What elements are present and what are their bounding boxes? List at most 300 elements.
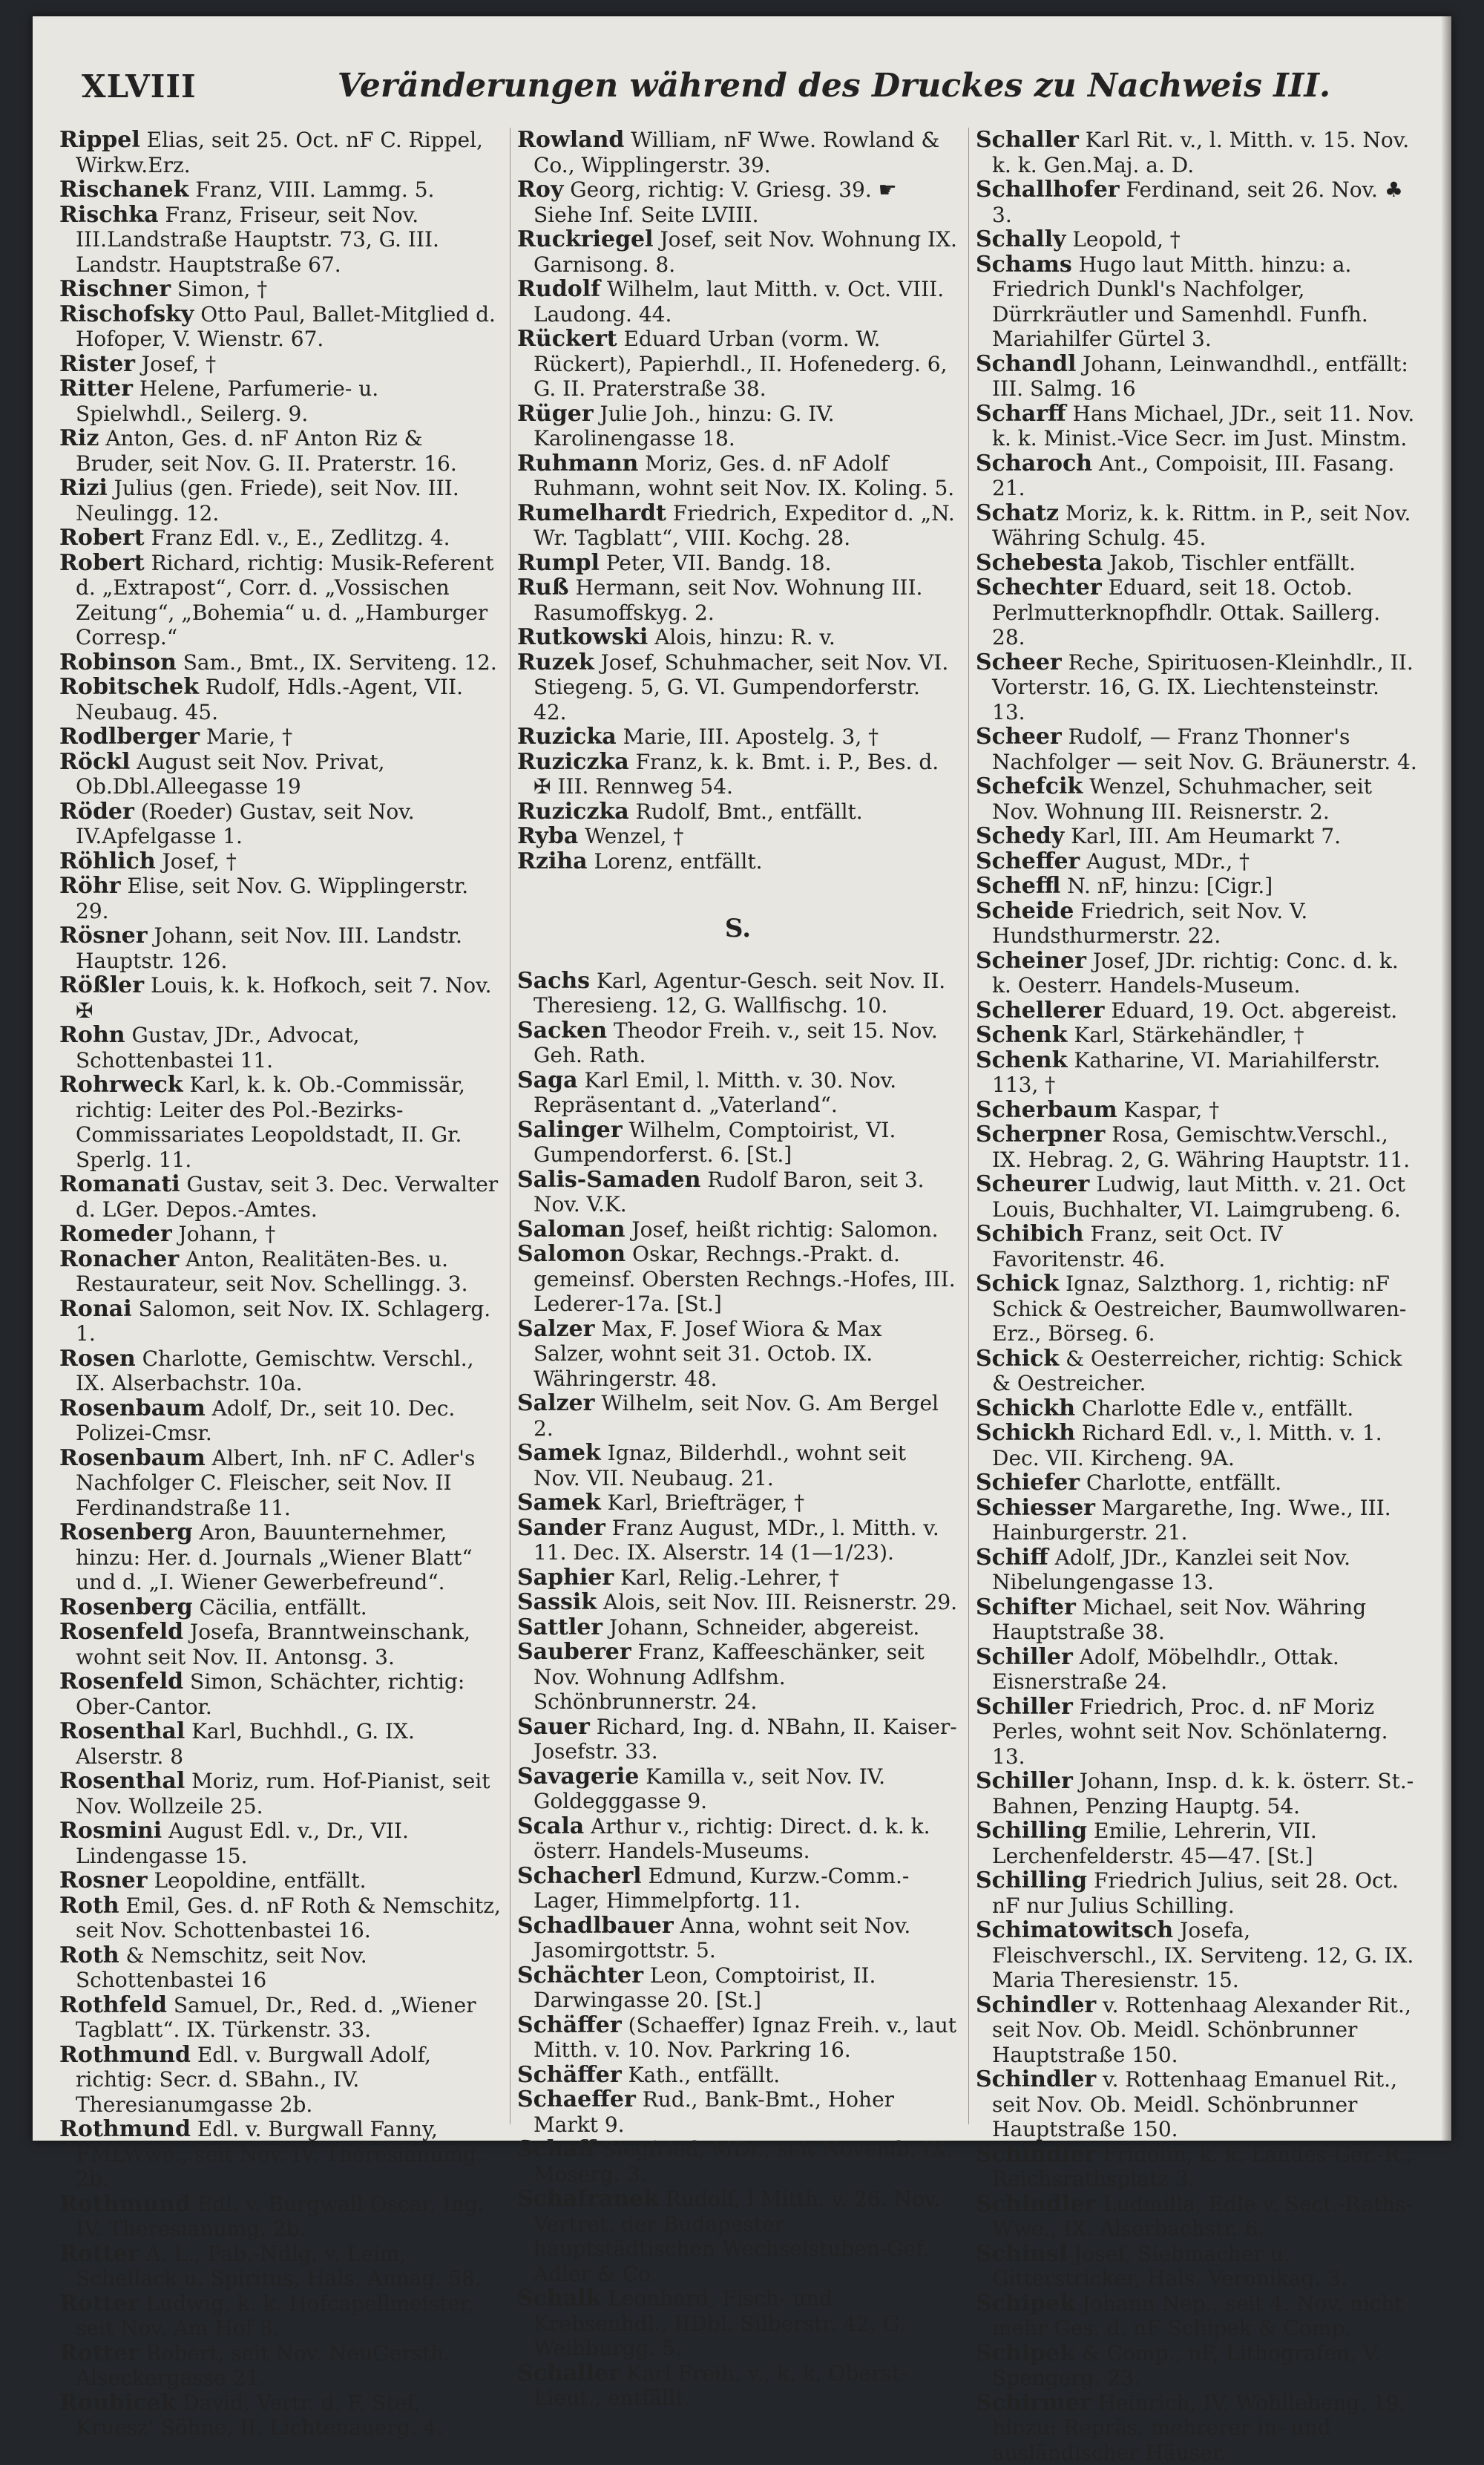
- entry-surname: Scheiner: [976, 948, 1086, 974]
- entry-surname: Schaller: [976, 127, 1079, 153]
- directory-entry: [517, 1590, 959, 1615]
- entry-surname: Schiff: [976, 1545, 1048, 1571]
- entry-surname: Salinger: [517, 1117, 623, 1143]
- entry-details: Ferdinand, seit 26. Nov. ♣ 3.: [992, 177, 1403, 227]
- entry-details: Anton, Realitäten-Bes. u. Restaurateur, seit Nov. Schellingg. 3.: [76, 1247, 467, 1297]
- directory-entry: [517, 2063, 959, 2088]
- directory-entry: [976, 849, 1417, 874]
- entry-details: Marie, III. Apostelg. 3, †: [623, 724, 879, 749]
- directory-entry: [59, 551, 501, 650]
- directory-entry: [517, 551, 959, 576]
- entry-surname: Sachs: [517, 968, 590, 994]
- entry-details: August Edl. v., Dr., VII. Lindengasse 15.: [76, 1819, 409, 1868]
- directory-entry: [976, 352, 1417, 402]
- directory-entry: [976, 1470, 1417, 1496]
- entry-surname: Rizi: [59, 475, 108, 501]
- directory-entry: [517, 1864, 959, 1914]
- directory-entry: [59, 799, 501, 849]
- entry-details: Ignaz, Salzthorg. 1, richtig: nF Schick & Oestreicher, Baumwollwaren-Erz., Börseg. 6.: [992, 1271, 1406, 1346]
- entry-surname: Robinson: [59, 649, 177, 675]
- entry-details: Cäcilia, entfällt.: [199, 1595, 367, 1620]
- entry-surname: Rosenberg: [59, 1519, 193, 1545]
- entry-surname: Rohn: [59, 1022, 125, 1048]
- column-2: [517, 128, 959, 2124]
- directory-entry: [976, 252, 1417, 352]
- entry-details: Katharine, VI. Mariahilferstr. 113, †: [992, 1048, 1380, 1098]
- directory-entry: [59, 2043, 501, 2118]
- entry-details: Franz, VIII. Lammg. 5.: [195, 177, 434, 202]
- entry-details: Adolf, JDr., Kanzlei seit Nov. Nibelungengasse 13.: [992, 1545, 1350, 1595]
- directory-entry: [59, 2117, 501, 2192]
- directory-entry: [517, 1565, 959, 1591]
- entry-surname: Schindler: [976, 2191, 1096, 2217]
- directory-entry: [976, 2242, 1417, 2291]
- entry-surname: Scheer: [976, 724, 1062, 750]
- entry-details: Max, F. Josef Wiora & Max Salzer, wohnt seit 31. Octob. IX. Währingerstr. 48.: [533, 1317, 882, 1391]
- entry-details: Richard, richtig: Musik-Referent d. „Extrapost“, Corr. d. „Vossischen Zeitung“, „Bohemia“ u. d. „Hamburger Corresp.“: [76, 551, 493, 650]
- entry-details: Josef, JDr. richtig: Conc. d. k. k. Oesterr. Handels-Museum.: [992, 949, 1399, 998]
- entry-surname: Schedy: [976, 823, 1064, 849]
- directory-entry: [59, 1446, 501, 1521]
- entry-details: Josef, †: [162, 849, 237, 874]
- directory-entry: [976, 824, 1417, 849]
- entry-surname: Röckl: [59, 749, 130, 775]
- entry-details: Arthur v., richtig: Direct. d. k. k. österr. Handels-Museums.: [533, 1814, 930, 1864]
- directory-entry: [976, 1645, 1417, 1695]
- entry-details: N. nF, hinzu: [Cigr.]: [1067, 874, 1273, 898]
- entry-details: Rudolf, l Mitth. v. 26. Nov. Vertret. der Budapester hauptstädtischen Wechselstuben-Gef. Adler & Co.: [533, 2187, 940, 2286]
- entry-details: Gustav, JDr., Advocat, Schottenbastei 11.: [76, 1023, 360, 1073]
- entry-details: Ludmilla, Edle v. Sect.-Raths-Wwe., IX. Alserbachstr. 6.: [992, 2192, 1413, 2242]
- entry-surname: Schiller: [976, 1694, 1073, 1720]
- entry-surname: Ruzek: [517, 649, 594, 675]
- directory-entry: [976, 1868, 1417, 1918]
- entry-surname: Schimatowitsch: [976, 1917, 1173, 1943]
- entry-details: Moriz, rum. Hof-Pianist, seit Nov. Wollzeile 25.: [76, 1769, 490, 1819]
- entry-surname: Robert: [59, 525, 145, 551]
- entry-surname: Schalk: [517, 2285, 601, 2311]
- directory-entry: [59, 1073, 501, 1172]
- entry-details: Kamilla v., seit Nov. IV. Goldegggasse 9.: [533, 1764, 885, 1814]
- entry-details: Simon, Schächter, richtig: Ober-Cantor.: [76, 1669, 464, 1719]
- directory-entry: [59, 2291, 501, 2341]
- directory-entry: [976, 1769, 1417, 1819]
- directory-entry: [976, 128, 1417, 177]
- directory-entry: [59, 426, 501, 476]
- entry-details: Salomon, seit Nov. IX. Schlagerg. 1.: [76, 1297, 490, 1346]
- entry-details: Johann, Insp. d. k. k. österr. St.-Bahnen, Penzing Hauptg. 54.: [992, 1769, 1414, 1819]
- entry-surname: Ritter: [59, 376, 133, 402]
- entry-surname: Schebesta: [976, 550, 1103, 576]
- entry-details: Karl Rit. v., l. Mitth. v. 15. Nov. k. k. Gen.Maj. a. D.: [992, 128, 1409, 177]
- entry-details: Hermann, seit Nov. Wohnung III. Rasumoffskyg. 2.: [533, 575, 922, 625]
- entry-surname: Saga: [517, 1067, 578, 1093]
- entry-surname: Roth: [59, 1893, 119, 1919]
- entry-surname: Salomon: [517, 1241, 626, 1267]
- entry-surname: Schickh: [976, 1420, 1075, 1446]
- directory-entry: [59, 1172, 501, 1222]
- entry-details: Karl, Buchhdl., G. IX. Alserstr. 8: [76, 1719, 415, 1769]
- entry-details: & Oesterreicher, richtig: Schick & Oestreicher.: [992, 1346, 1402, 1396]
- directory-entry: [976, 227, 1417, 252]
- directory-entry: [517, 1242, 959, 1317]
- directory-entry: [59, 1222, 501, 1247]
- directory-entry: [976, 551, 1417, 576]
- entry-surname: Schallhofer: [976, 177, 1120, 203]
- entry-surname: Rischanek: [59, 177, 188, 203]
- entry-details: Richard Edl. v., l. Mitth. v. 1. Dec. VII. Kircheng. 9A.: [992, 1421, 1382, 1470]
- directory-entry: [976, 2142, 1417, 2192]
- entry-surname: Ronai: [59, 1296, 132, 1322]
- entry-surname: Rosen: [59, 1346, 136, 1372]
- entry-details: Adolf, Dr., seit 10. Dec. Polizei-Cmsr.: [76, 1396, 455, 1446]
- directory-entry: [517, 2361, 959, 2411]
- entry-surname: Röhr: [59, 873, 121, 899]
- entry-surname: Schindler: [976, 2141, 1096, 2167]
- directory-entry: [976, 998, 1417, 1024]
- directory-entry: [517, 451, 959, 501]
- entry-details: Wilhelm, seit Nov. G. Am Bergel 2.: [533, 1391, 939, 1441]
- directory-entry: [976, 1346, 1417, 1396]
- entry-surname: Ruckriegel: [517, 226, 654, 252]
- entry-surname: Riz: [59, 425, 99, 451]
- entry-details: Simon, †: [177, 277, 267, 301]
- entry-details: Josefa, Branntweinschank, wohnt seit Nov. II. Antonsg. 3.: [76, 1620, 470, 1669]
- directory-entry: [517, 1914, 959, 1963]
- directory-entry: [517, 1490, 959, 1516]
- directory-entry: [976, 1048, 1417, 1098]
- entry-details: Georg, richtig: V. Griesg. 39. ☛ Siehe Inf. Seite LVIII.: [533, 177, 897, 227]
- entry-details: Rudolf, — Franz Thonner's Nachfolger — seit Nov. G. Bräunerstr. 4.: [992, 724, 1417, 774]
- entry-details: Kath., entfällt.: [628, 2063, 781, 2087]
- directory-entry: [976, 874, 1417, 899]
- entry-details: Charlotte Edle v., entfällt.: [1082, 1396, 1353, 1421]
- directory-entry: [59, 177, 501, 203]
- entry-details: Marie, †: [206, 724, 292, 749]
- entry-surname: Salzer: [517, 1390, 594, 1416]
- entry-details: Rudolf, Bmt., entfällt.: [636, 799, 863, 824]
- directory-entry: [517, 1715, 959, 1764]
- entry-surname: Schatz: [976, 500, 1059, 526]
- directory-entry: [59, 1719, 501, 1769]
- entry-details: Franz Edl. v., E., Zedlitzg. 4.: [151, 526, 450, 550]
- entry-surname: Ruzicka: [517, 724, 617, 750]
- entry-surname: Salzer: [517, 1316, 594, 1342]
- column-divider: [968, 128, 969, 2124]
- entry-surname: Schifter: [976, 1594, 1076, 1620]
- entry-surname: Schiller: [976, 1768, 1073, 1794]
- entry-surname: Sacken: [517, 1018, 607, 1044]
- entry-details: Karl Emil, l. Mitth. v. 30. Nov. Repräsentant d. „Vaterland“.: [533, 1068, 896, 1118]
- entry-surname: Sauer: [517, 1714, 590, 1740]
- entry-surname: Saphier: [517, 1565, 614, 1591]
- entry-details: Karl Freih. v., k. k. Oberst-Lieut., entfällt.: [533, 2361, 907, 2411]
- entry-details: Franz, k. k. Bmt. i. P., Bes. d. ✠ III. Rennweg 54.: [533, 750, 939, 799]
- entry-details: Franz, Friseur, seit Nov. III.Landstraße Hauptstr. 73, G. III. Landstr. Hauptstraße 67.: [76, 203, 439, 277]
- directory-entry: [517, 2187, 959, 2286]
- entry-surname: Saloman: [517, 1217, 626, 1243]
- entry-details: Wilhelm, laut Mitth. v. Oct. VIII. Laudong. 44.: [533, 277, 944, 327]
- directory-entry: [59, 277, 501, 302]
- directory-entry: [517, 650, 959, 725]
- directory-entry: [517, 501, 959, 551]
- directory-entry: [59, 849, 501, 874]
- entry-surname: Rotter: [59, 2241, 139, 2267]
- entry-surname: Rohrweck: [59, 1072, 183, 1098]
- directory-entry: [59, 2192, 501, 2242]
- entry-details: Josef, Siebmacher u. Gitterstricker, Hals. Veronikag. 3.: [992, 2242, 1347, 2291]
- entry-surname: Roy: [517, 177, 563, 203]
- entry-surname: Rosenbaum: [59, 1395, 206, 1421]
- entry-details: Johann Nep., seit 4. Nov. nicht mehr Ges. d. nF Schipek & Comp.: [992, 2291, 1403, 2341]
- entry-surname: Rothmund: [59, 2116, 191, 2142]
- section-heading: S.: [517, 917, 959, 942]
- entry-details: Reche, Spirituosen-Kleinhdlr., II. Vorterstr. 16, G. IX. Liechtensteinstr. 13.: [992, 650, 1414, 724]
- entry-surname: Schellerer: [976, 998, 1104, 1024]
- entry-details: Rosa, Gemischtw.Verschl., IX. Hebrag. 2, G. Währing Hauptstr. 11.: [992, 1122, 1410, 1172]
- entry-surname: Rumpl: [517, 550, 600, 576]
- entry-surname: Schacherl: [517, 1863, 642, 1889]
- entry-surname: Salis-Samaden: [517, 1167, 700, 1193]
- directory-entry: [59, 1893, 501, 1943]
- entry-details: Kaspar, †: [1124, 1098, 1220, 1122]
- entry-surname: Schick: [976, 1346, 1059, 1372]
- entry-surname: Robert: [59, 550, 145, 576]
- entry-surname: Rüger: [517, 401, 594, 427]
- entry-surname: Rutkowski: [517, 624, 648, 650]
- entry-details: Leonhard, Fisch- und Krebsenhdl., IIDbl. Silberstr. 42, G. Weihburgg. 5.: [533, 2286, 905, 2360]
- entry-details: Theodor Freih. v., seit 15. Nov. Geh. Rath.: [533, 1018, 938, 1068]
- directory-entry: [517, 1516, 959, 1565]
- directory-entry: [59, 675, 501, 724]
- page-header: [33, 16, 1451, 98]
- entry-surname: Schiller: [976, 1644, 1073, 1670]
- entry-surname: Schipek: [976, 2291, 1075, 2317]
- entry-details: Edl. v. Burgwall Adolf, richtig: Secr. d. SBahn., IV. Theresianumgasse 2b.: [76, 2043, 431, 2117]
- entry-surname: Schaller: [517, 2360, 620, 2386]
- entry-details: Hans Michael, JDr., seit 11. Nov. k. k. Minist.-Vice Secr. im Just. Minstm.: [992, 402, 1414, 451]
- directory-entry: [59, 1023, 501, 1073]
- entry-details: Leopold, †: [1072, 227, 1180, 252]
- entry-details: Anton, Ges. d. nF Anton Riz & Bruder, seit Nov. G. II. Praterstr. 16.: [76, 426, 457, 476]
- directory-entry: [517, 1168, 959, 1217]
- entry-details: August, MDr., †: [1086, 849, 1250, 874]
- entry-details: Moriz, Ges. d. nF Adolf Ruhmann, wohnt seit Nov. IX. Koling. 5.: [533, 451, 954, 501]
- entry-surname: Schandl: [976, 351, 1076, 377]
- directory-entry: [59, 1297, 501, 1346]
- directory-entry: [517, 128, 959, 177]
- entry-details: Otto Paul, Ballet-Mitglied d. Hofoper, V. Wienstr. 67.: [76, 302, 496, 352]
- directory-entry: [59, 1520, 501, 1595]
- entry-details: Josef, heißt richtig: Salomon.: [631, 1217, 938, 1242]
- entry-surname: Rothmund: [59, 2191, 191, 2217]
- directory-entry: [976, 1545, 1417, 1595]
- entry-surname: Ronacher: [59, 1246, 179, 1272]
- directory-entry: [59, 128, 501, 177]
- entry-details: Franz, seit Oct. IV Favoritenstr. 46.: [992, 1222, 1283, 1271]
- entry-details: Samuel, Dr., Red. d. „Wiener Tagblatt“. IX. Türkenstr. 33.: [76, 1993, 476, 2043]
- entry-surname: Scherbaum: [976, 1097, 1117, 1123]
- entry-details: Julie Joh., hinzu: G. IV. Karolinengasse 18.: [533, 402, 835, 451]
- entry-details: Josef, seit Nov. Wohnung IX. Garnisong. 8.: [533, 227, 957, 277]
- directory-entry: [976, 2067, 1417, 2142]
- entry-surname: Rumelhardt: [517, 500, 666, 526]
- entry-surname: Schechter: [976, 574, 1102, 600]
- entry-details: Alois, seit Nov. III. Reisnerstr. 29.: [603, 1590, 957, 1614]
- directory-entry: [517, 1217, 959, 1243]
- directory-entry: [59, 973, 501, 1023]
- entry-details: Peter, VII. Bandg. 18.: [606, 551, 832, 575]
- entry-surname: Rischofsky: [59, 301, 194, 327]
- entry-details: Richard, Ing. d. NBahn, II. Kaiser-Josefstr. 33.: [533, 1715, 957, 1764]
- entry-details: Johann, Schneider, abgereist.: [609, 1615, 919, 1640]
- directory-entry: [976, 1918, 1417, 1993]
- entry-details: Fridolin, k. k. Landes-Ger.-R., Reichsrathsplatz 3.: [992, 2142, 1413, 2192]
- entry-details: Julius (gen. Friede), seit Nov. III. Neulingg. 12.: [76, 476, 459, 526]
- entry-details: Karl, Stärkehändler, †: [1074, 1023, 1304, 1047]
- directory-entry: [517, 1615, 959, 1640]
- entry-details: Karl, k. k. Ob.-Commissär, richtig: Leiter des Pol.-Bezirks-Commissariates Leopoldstadt, II. Gr. Sperlg. 11.: [76, 1073, 465, 1172]
- entry-surname: Schäffer: [517, 2012, 622, 2038]
- directory-entry: [59, 1943, 501, 1993]
- entry-surname: Schilling: [976, 1867, 1087, 1893]
- entry-surname: Rosenthal: [59, 1718, 185, 1744]
- entry-details: Rud., Bank-Bmt., Hoher Markt 9.: [533, 2087, 894, 2137]
- entry-details: Wenzel, †: [585, 824, 683, 848]
- directory-entry: [59, 2242, 501, 2291]
- entry-surname: Rotter: [59, 2291, 139, 2317]
- entry-details: Aron, Bauunternehmer, hinzu: Her. d. Journals „Wiener Blatt“ und d. „I. Wiener Gewerbefreund“.: [76, 1520, 473, 1594]
- directory-entry: [59, 874, 501, 923]
- entry-details: (Roeder) Gustav, seit Nov. IV.Apfelgasse 1.: [76, 799, 415, 849]
- entry-details: Elias, seit 25. Oct. nF C. Rippel, Wirkw.Erz.: [76, 128, 483, 177]
- directory-entry: [517, 750, 959, 799]
- entry-surname: Rückert: [517, 326, 617, 352]
- entry-details: v. Rottenhaag Emanuel Rit., seit Nov. Ob. Meidl. Schönbrunner Hauptstraße 150.: [992, 2067, 1397, 2141]
- entry-details: Elise, seit Nov. G. Wipplingerstr. 29.: [76, 874, 468, 923]
- entry-surname: Rosenbaum: [59, 1445, 206, 1471]
- entry-details: Robert, seit Nov. NeuGersth. Alseckergasse 21.: [76, 2341, 450, 2391]
- entry-details: A. L., Fab.-Ndlg. v. Leim, Schellack u. Spiritus, Hals. Annag. 58.: [76, 2242, 482, 2291]
- entry-surname: Scheide: [976, 898, 1074, 924]
- entry-surname: Schaeffer: [517, 2086, 636, 2112]
- entry-surname: Roubicek: [59, 2390, 176, 2416]
- directory-entry: [517, 1018, 959, 1068]
- directory-entry: [976, 2192, 1417, 2242]
- entry-surname: Rösner: [59, 923, 148, 949]
- entry-details: & Comp., nF, Lithografen, V. Spengerg. 23.: [992, 2341, 1381, 2391]
- entry-details: Lorenz, entfällt.: [594, 849, 763, 874]
- entry-surname: Schickh: [976, 1395, 1075, 1421]
- entry-details: Leopoldine, entfällt.: [154, 1868, 366, 1893]
- entry-surname: Schächter: [517, 1962, 643, 1988]
- entry-surname: Sauberer: [517, 1639, 631, 1665]
- entry-surname: Savagerie: [517, 1764, 639, 1790]
- directory-entry: [517, 1963, 959, 2013]
- entry-surname: Ruziczka: [517, 749, 629, 775]
- directory-entry: [59, 1993, 501, 2043]
- directory-entry: [976, 1421, 1417, 1470]
- column-3: [976, 128, 1417, 2124]
- directory-entry: [976, 1819, 1417, 1868]
- entry-surname: Rudolf: [517, 276, 600, 302]
- entry-surname: Schafranek: [517, 2186, 659, 2212]
- entry-surname: Rischka: [59, 202, 159, 228]
- entry-details: Hugo laut Mitth. hinzu: a. Friedrich Dunkl's Nachfolger, Dürrkräutler und Samenhdl. Funfh. Mariahilfer Gürtel 3.: [992, 252, 1368, 352]
- entry-surname: Schindler: [976, 1992, 1096, 2018]
- page-title: Veränderungen während des Druckes zu Nachweis III.: [255, 67, 1413, 105]
- directory-entry: [59, 1620, 501, 1669]
- entry-surname: Rodlberger: [59, 724, 200, 750]
- entry-details: Sam., Bmt., IX. Serviteng. 12.: [183, 650, 497, 675]
- directory-entry: [976, 575, 1417, 650]
- entry-surname: Schams: [976, 252, 1072, 278]
- entry-surname: Samek: [517, 1490, 601, 1516]
- directory-entry: [517, 1814, 959, 1864]
- directory-entry: [59, 2391, 501, 2441]
- entry-details: Siegfried, MDr., seit Novemb. IX. Moserg. 3.: [533, 2137, 952, 2187]
- entry-surname: Rothfeld: [59, 1992, 167, 2018]
- entry-details: Friedrich, seit Nov. V. Hundsthurmerstr. 22.: [992, 899, 1307, 949]
- entry-details: Friedrich, Proc. d. nF Moriz Perles, wohnt seit Nov. Schönlaterng. 13.: [992, 1695, 1388, 1769]
- entry-details: Wilhelm, Comptoirist, VI. Gumpendorferst. 6. [St.]: [533, 1118, 896, 1168]
- entry-surname: Röder: [59, 799, 134, 825]
- entry-surname: Schirmer: [976, 2390, 1091, 2416]
- entry-details: Charlotte, entfällt.: [1086, 1470, 1281, 1495]
- entry-surname: Roth: [59, 1942, 119, 1968]
- directory-entry: [517, 799, 959, 825]
- entry-details: Josef, †: [142, 352, 216, 376]
- directory-entry: [517, 2286, 959, 2361]
- directory-entry: [976, 724, 1417, 774]
- entry-surname: Scheer: [976, 649, 1062, 675]
- directory-entry: [59, 302, 501, 352]
- entry-surname: Schinsl: [976, 2241, 1067, 2267]
- entry-details: William, nF Wwe. Rowland & Co., Wipplingerstr. 39.: [533, 128, 939, 177]
- directory-entry: [976, 650, 1417, 725]
- directory-entry: [976, 774, 1417, 824]
- directory-entry: [517, 2137, 959, 2187]
- entry-surname: Schiefer: [976, 1470, 1080, 1496]
- entry-surname: Rosenfeld: [59, 1619, 183, 1645]
- entry-surname: Schadlbauer: [517, 1913, 674, 1939]
- entry-details: Rudolf Baron, seit 3. Nov. V.K.: [533, 1168, 925, 1217]
- entry-details: Josef, Schuhmacher, seit Nov. VI. Stiegeng. 5, G. VI. Gumpendorferstr. 42.: [533, 650, 948, 724]
- entry-details: Ludwig, k. k. Hofcapellmeister, seit Nov. Am Hof 8.: [76, 2291, 474, 2341]
- entry-surname: Sander: [517, 1515, 605, 1541]
- directory-entry: [976, 1172, 1417, 1222]
- directory-entry: [59, 352, 501, 377]
- entry-details: Margarethe, Ing. Wwe., III. Hainburgerstr. 21.: [992, 1496, 1391, 1545]
- directory-entry: [517, 969, 959, 1018]
- directory-entry: [976, 2391, 1417, 2465]
- directory-entry: [59, 1769, 501, 1819]
- entry-details: Charlotte, Gemischtw. Verschl., IX. Alserbachstr. 10a.: [76, 1346, 474, 1396]
- directory-entry: [517, 277, 959, 327]
- entry-surname: Ruß: [517, 574, 569, 600]
- directory-entry: [976, 1271, 1417, 1346]
- entry-details: Johann, †: [179, 1222, 276, 1246]
- directory-entry: [517, 2013, 959, 2063]
- entry-surname: Röhlich: [59, 848, 156, 874]
- directory-entry: [59, 1595, 501, 1620]
- directory-entry: [976, 177, 1417, 227]
- entry-surname: Schipek: [976, 2340, 1075, 2366]
- directory-entry: [976, 1396, 1417, 1421]
- entry-details: Leon, Comptoirist, II. Darwingasse 20. [St.]: [533, 1963, 876, 2013]
- directory-entry: [59, 1669, 501, 1719]
- entry-details: Emil, Ges. d. nF Roth & Nemschitz, seit Nov. Schottenbastei 16.: [76, 1893, 501, 1943]
